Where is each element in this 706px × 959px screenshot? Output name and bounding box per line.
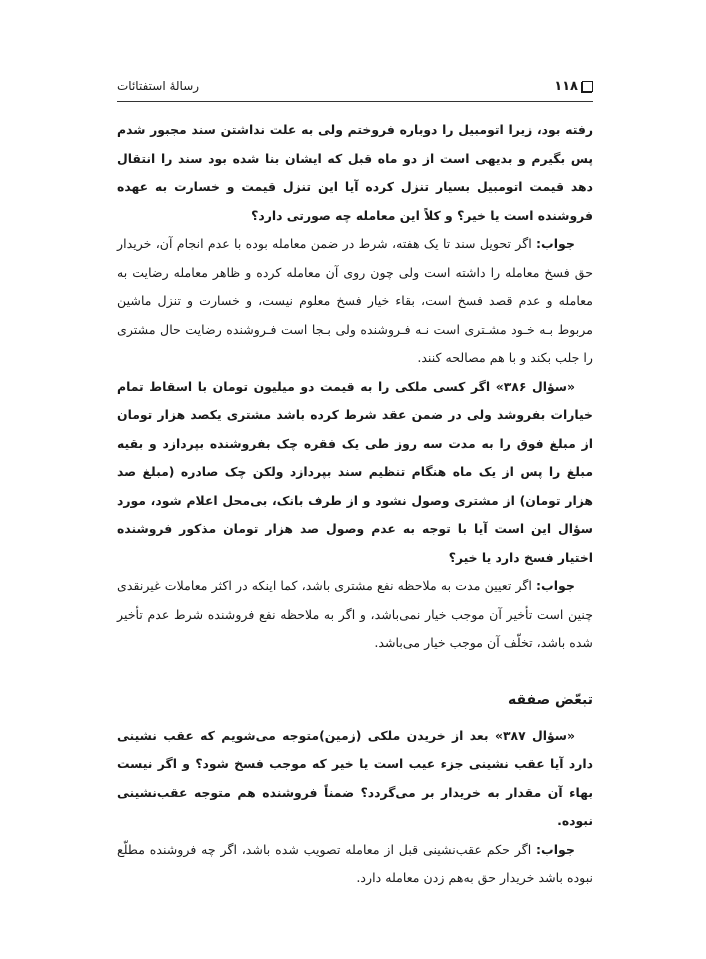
question-386: «سؤال ۳۸۶» اگر کسی ملکی را به قیمت دو میلیون تومان با اسقاط تمام خیارات بفروشد ولی در ضمن عقد شرط کرده باشد مشتری یکصد هزار تومان از مبلغ فوق را به مدت سه روز طی یک فقره چک بفروشنده بپردازد و بقیه مبلغ را پس از یک ماه هنگام تنظیم سند بپردازد ولکن چک صادره (مبلغ صد هزار تومان) از مشتری وصول نشود و از طرف بانک، بی‌محل اعلام شود، مورد سؤال این است آیا با توجه به عدم وصول صد هزار تومان مذکور فروشنده اختیار فسخ دارد یا خیر؟: [117, 378, 593, 565]
answer-386: [117, 572, 593, 658]
question-continuation: رفته بود، زیرا اتومبیل را دوباره فروختم ولی به علت نداشتن سند مجبور شدم پس بگیرم و بدیهی است از دو ماه قبل که ایشان بنا شده بود سند را انتقال دهد قیمت اتومبیل بسیار تنزل کرده آیا این تنزل قیمت و خسارت به عهده فروشنده است یا خیر؟ و کلاً این معامله چه صورتی دارد؟: [117, 122, 593, 223]
page-body: [117, 116, 593, 893]
page-number-group: [554, 79, 593, 94]
answer-text: اگر تحویل سند تا یک هفته، شرط در ضمن معامله بوده با عدم انجام آن، خریدار حق فسخ معامله را داشته است ولی چون روی آن معامله کرده و ظاهر معامله رضایت به معامله و عدم قصد فسخ است، بقاء خیار فسخ معلوم نیست، و خسارت و تنزل ماشین مربوط بـه خـود مشـتری است نـه فـروشنده ولی بـجا است فـروشنده رضایت حال مشتری را جلب بکند و با هم مصالحه کنند.: [117, 236, 593, 365]
page-number: ۱۱۸: [554, 78, 578, 94]
running-title: رسالۀ استفتائات: [117, 79, 200, 93]
answer-label: جواب:: [536, 236, 575, 251]
question-387: «سؤال ۳۸۷» بعد از خریدن ملکی (زمین)متوجه می‌شویم که عقب نشینی دارد آیا عقب نشینی جزء عیب است یا خیر که موجب فسخ شود؟ و اگر نیست بهاء آن مقدار به خریدار بر می‌گردد؟ ضمناً فروشنده هم متوجه عقب‌نشینی نبوده.: [117, 727, 593, 828]
header-divider: [117, 101, 593, 102]
answer-label: جواب:: [536, 841, 575, 857]
answer-text: اگر حکم عقب‌نشینی قبل از معامله تصویب شده باشد، اگر چه فروشنده مطلّع نبوده باشد خریدار حق به‌هم زدن معامله دارد.: [117, 841, 593, 885]
square-bullet-icon: [582, 81, 593, 92]
answer-text: اگر تعیین مدت به ملاحظه نفع مشتری باشد، کما اینکه در اکثر معاملات غیرنقدی چنین است تأخیر آن موجب خیار نمی‌باشد، و اگر به ملاحظه نفع فروشنده شرط عدم تأخیر شده باشد، تخلّف آن موجب خیار می‌باشد.: [117, 578, 593, 650]
answer-label: جواب:: [536, 578, 575, 593]
answer-387: [117, 836, 593, 893]
answer-paragraph: [117, 230, 593, 373]
section-heading: تبعّض صفقه: [507, 691, 593, 708]
page-header: [117, 74, 593, 98]
